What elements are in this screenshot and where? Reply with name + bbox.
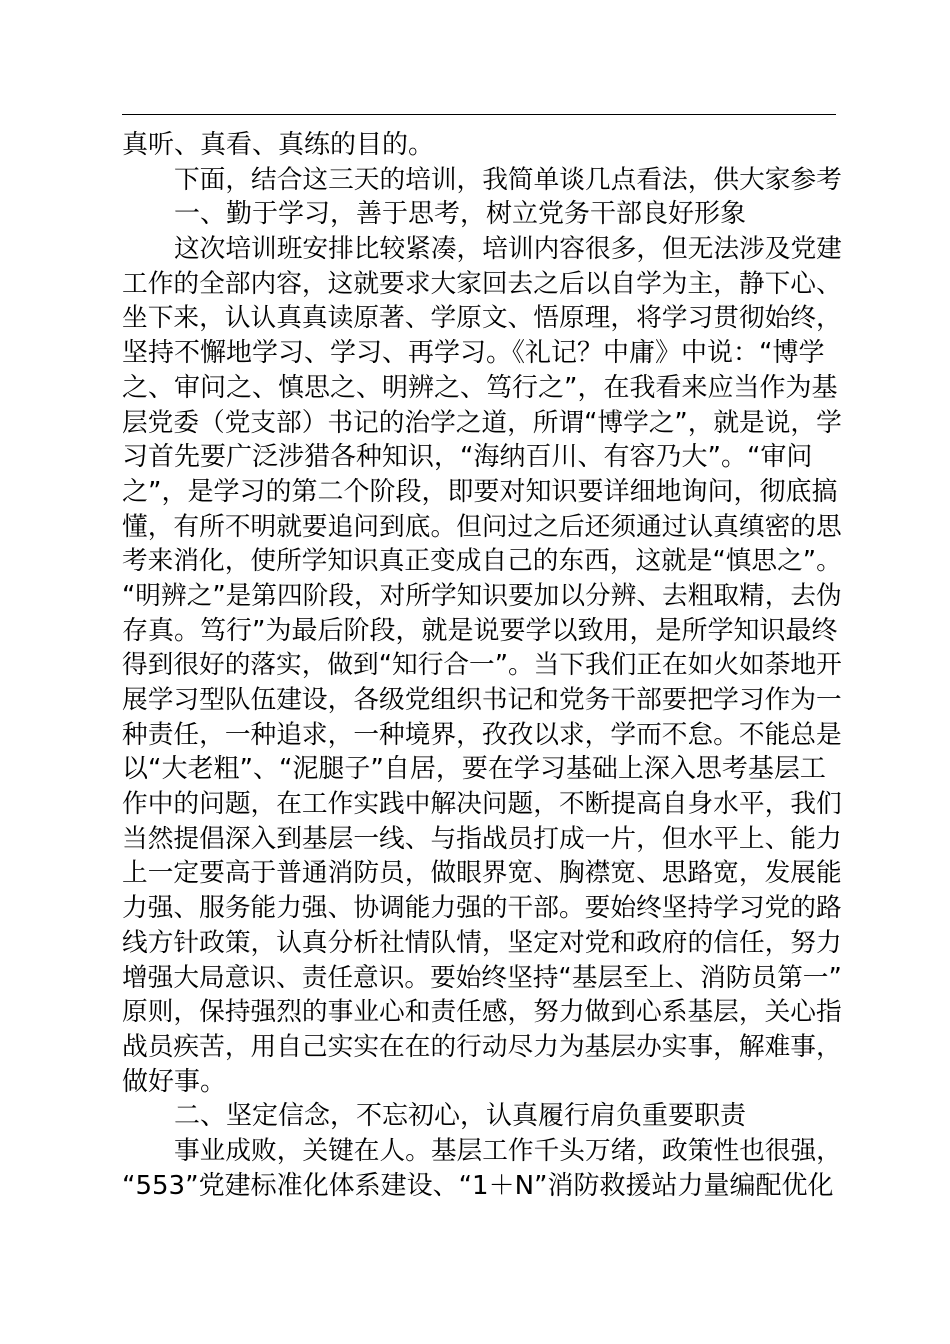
text-line: 线方针政策，认真分析社情队情，坚定对党和政府的信任，努力 <box>122 927 842 958</box>
text-line: 作中的问题，在工作实践中解决问题，不断提高自身水平，我们 <box>122 789 842 820</box>
text-line: 做好事。 <box>122 1066 227 1097</box>
header-rule <box>122 114 836 115</box>
section-heading-1: 一、勤于学习，善于思考，树立党务干部良好形象 <box>174 199 747 230</box>
text-line: 这次培训班安排比较紧凑，培训内容很多，但无法涉及党建 <box>174 234 842 265</box>
text-line: 上一定要高于普通消防员，做眼界宽、胸襟宽、思路宽，发展能 <box>122 858 842 889</box>
text-line: 得到很好的落实，做到“知行合一”。当下我们正在如火如荼地开 <box>122 650 842 681</box>
text-line: 工作的全部内容，这就要求大家回去之后以自学为主，静下心、 <box>122 268 842 299</box>
text-line: 种责任，一种追求，一种境界，孜孜以求，学而不怠。不能总是 <box>122 719 842 750</box>
text-line: 之”，是学习的第二个阶段，即要对知识要详细地询问，彻底搞 <box>122 476 838 507</box>
text-line: 层党委（党支部）书记的治学之道，所谓“博学之”，就是说，学 <box>122 407 842 438</box>
text-line: 战员疾苦，用自己实实在在的行动尽力为基层办实事，解难事， <box>122 1031 842 1062</box>
text-line: 坐下来，认认真真读原著、学原文、悟原理，将学习贯彻始终， <box>122 303 842 334</box>
text-line: 懂，有所不明就要追问到底。但问过之后还须通过认真缜密的思 <box>122 511 842 542</box>
document-body <box>122 128 842 1203</box>
text-line: 增强大局意识、责任意识。要始终坚持“基层至上、消防员第一” <box>122 962 842 993</box>
text-line: 考来消化，使所学知识真正变成自己的东西，这就是“慎思之”。 <box>122 546 842 577</box>
text-line: 以“大老粗”、“泥腿子”自居，要在学习基础上深入思考基层工 <box>122 754 826 785</box>
text-line: 习首先要广泛涉猎各种知识，“海纳百川、有容乃大”。“审问 <box>122 442 813 473</box>
text-line: 当然提倡深入到基层一线、与指战员打成一片，但水平上、能力 <box>122 823 842 854</box>
text-line: 下面，结合这三天的培训，我简单谈几点看法，供大家参考 <box>174 164 842 195</box>
text-line: 坚持不懈地学习、学习、再学习。《礼记？中庸》中说：“博学 <box>122 338 825 369</box>
text-line: 力强、服务能力强、协调能力强的干部。要始终坚持学习党的路 <box>122 893 842 924</box>
text-line: “明辨之”是第四阶段，对所学知识要加以分辨、去粗取精，去伪 <box>122 580 842 611</box>
text-line: 事业成败，关键在人。基层工作千头万绪，政策性也很强， <box>174 1135 842 1166</box>
text-line: 展学习型队伍建设，各级党组织书记和党务干部要把学习作为一 <box>122 685 842 715</box>
text-line: 存真。笃行”为最后阶段，就是说要学以致用，是所学知识最终 <box>122 615 838 646</box>
text-line: 之、审问之、慎思之、明辨之、笃行之”，在我看来应当作为基 <box>122 372 838 403</box>
section-heading-2: 二、坚定信念，不忘初心，认真履行肩负重要职责 <box>174 1101 747 1132</box>
text-line: “553”党建标准化体系建设、“1＋N”消防救援站力量编配优化 <box>122 1170 834 1201</box>
text-line: 真听、真看、真练的目的。 <box>122 130 435 160</box>
text-line: 原则，保持强烈的事业心和责任感，努力做到心系基层，关心指 <box>122 997 842 1028</box>
